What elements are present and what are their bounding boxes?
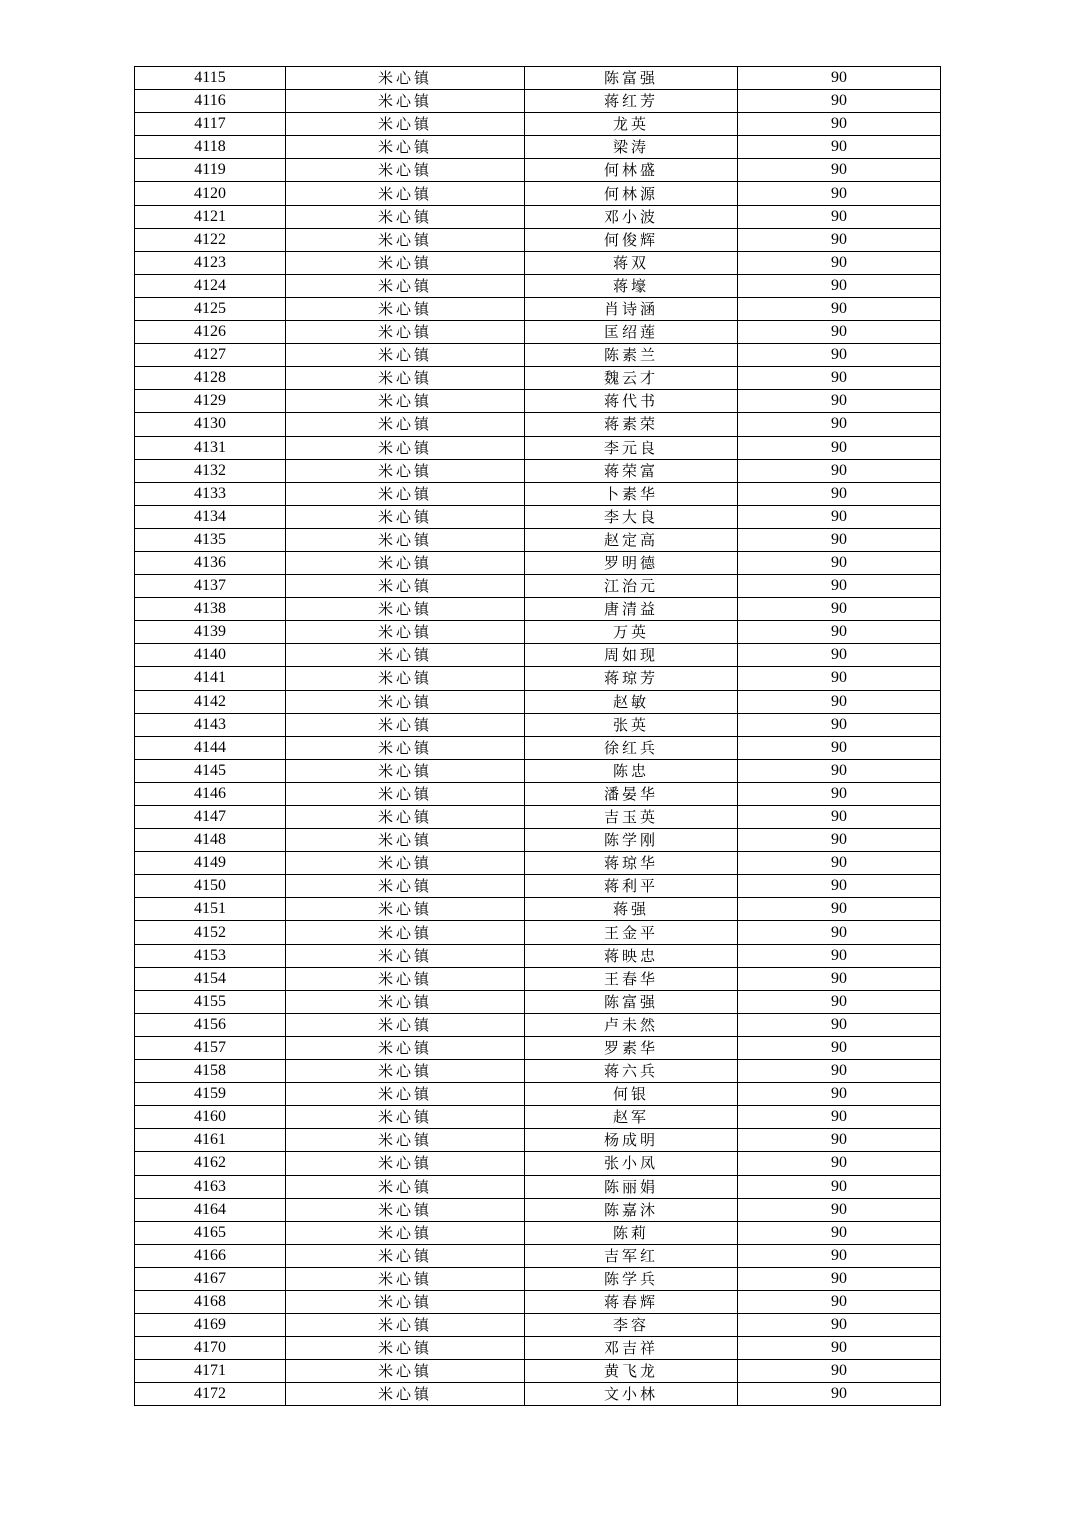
name-cell: 陈学兵: [525, 1267, 738, 1290]
row-number-cell: 4131: [135, 436, 286, 459]
table-row: [135, 1152, 941, 1175]
score-cell: 90: [738, 690, 941, 713]
name-cell: 肖诗涵: [525, 297, 738, 320]
name-cell: 陈富强: [525, 990, 738, 1013]
name-cell: 赵定高: [525, 528, 738, 551]
score-cell: 90: [738, 621, 941, 644]
row-number-cell: 4158: [135, 1060, 286, 1083]
table-row: [135, 1244, 941, 1267]
table-row: [135, 67, 941, 90]
town-cell: 米心镇: [286, 1198, 525, 1221]
table-row: [135, 1060, 941, 1083]
table-row: [135, 1383, 941, 1406]
table-row: [135, 367, 941, 390]
name-cell: 陈忠: [525, 759, 738, 782]
score-cell: 90: [738, 644, 941, 667]
row-number-cell: 4168: [135, 1290, 286, 1313]
town-cell: 米心镇: [286, 1175, 525, 1198]
row-number-cell: 4165: [135, 1221, 286, 1244]
row-number-cell: 4126: [135, 321, 286, 344]
row-number-cell: 4157: [135, 1036, 286, 1059]
town-cell: 米心镇: [286, 1106, 525, 1129]
score-cell: 90: [738, 459, 941, 482]
name-cell: 蒋琼华: [525, 852, 738, 875]
table-row: [135, 759, 941, 782]
table-row: [135, 621, 941, 644]
name-cell: 蒋强: [525, 898, 738, 921]
row-number-cell: 4128: [135, 367, 286, 390]
name-cell: 唐清益: [525, 598, 738, 621]
score-cell: 90: [738, 1244, 941, 1267]
town-cell: 米心镇: [286, 944, 525, 967]
table-row: [135, 1106, 941, 1129]
row-number-cell: 4145: [135, 759, 286, 782]
row-number-cell: 4155: [135, 990, 286, 1013]
name-cell: 龙英: [525, 113, 738, 136]
town-cell: 米心镇: [286, 852, 525, 875]
row-number-cell: 4151: [135, 898, 286, 921]
row-number-cell: 4169: [135, 1314, 286, 1337]
name-cell: 潘晏华: [525, 782, 738, 805]
table-row: [135, 344, 941, 367]
table-row: [135, 274, 941, 297]
score-cell: 90: [738, 829, 941, 852]
name-cell: 陈嘉沐: [525, 1198, 738, 1221]
score-cell: 90: [738, 806, 941, 829]
town-cell: 米心镇: [286, 1152, 525, 1175]
row-number-cell: 4117: [135, 113, 286, 136]
row-number-cell: 4166: [135, 1244, 286, 1267]
score-cell: 90: [738, 852, 941, 875]
score-cell: 90: [738, 1221, 941, 1244]
town-cell: 米心镇: [286, 759, 525, 782]
town-cell: 米心镇: [286, 990, 525, 1013]
data-table: [134, 66, 941, 1406]
table-row: [135, 875, 941, 898]
score-cell: 90: [738, 321, 941, 344]
name-cell: 陈丽娟: [525, 1175, 738, 1198]
row-number-cell: 4133: [135, 482, 286, 505]
score-cell: 90: [738, 113, 941, 136]
table-row: [135, 436, 941, 459]
score-cell: 90: [738, 736, 941, 759]
score-cell: 90: [738, 551, 941, 574]
row-number-cell: 4156: [135, 1013, 286, 1036]
row-number-cell: 4159: [135, 1083, 286, 1106]
score-cell: 90: [738, 1060, 941, 1083]
town-cell: 米心镇: [286, 967, 525, 990]
table-row: [135, 321, 941, 344]
name-cell: 蒋红芳: [525, 90, 738, 113]
score-cell: 90: [738, 528, 941, 551]
row-number-cell: 4132: [135, 459, 286, 482]
score-cell: 90: [738, 1152, 941, 1175]
name-cell: 何林源: [525, 182, 738, 205]
table-row: [135, 898, 941, 921]
score-cell: 90: [738, 251, 941, 274]
table-row: [135, 1013, 941, 1036]
table-row: [135, 251, 941, 274]
table-row: [135, 528, 941, 551]
row-number-cell: 4152: [135, 921, 286, 944]
score-cell: 90: [738, 182, 941, 205]
table-row: [135, 713, 941, 736]
town-cell: 米心镇: [286, 67, 525, 90]
score-cell: 90: [738, 875, 941, 898]
score-cell: 90: [738, 990, 941, 1013]
table-row: [135, 829, 941, 852]
name-cell: 陈素兰: [525, 344, 738, 367]
score-cell: 90: [738, 482, 941, 505]
town-cell: 米心镇: [286, 344, 525, 367]
name-cell: 陈莉: [525, 1221, 738, 1244]
row-number-cell: 4160: [135, 1106, 286, 1129]
town-cell: 米心镇: [286, 575, 525, 598]
table-row: [135, 921, 941, 944]
row-number-cell: 4142: [135, 690, 286, 713]
row-number-cell: 4121: [135, 205, 286, 228]
name-cell: 张英: [525, 713, 738, 736]
score-cell: 90: [738, 1314, 941, 1337]
town-cell: 米心镇: [286, 251, 525, 274]
name-cell: 王金平: [525, 921, 738, 944]
town-cell: 米心镇: [286, 1314, 525, 1337]
name-cell: 黄飞龙: [525, 1360, 738, 1383]
row-number-cell: 4171: [135, 1360, 286, 1383]
row-number-cell: 4147: [135, 806, 286, 829]
table-row: [135, 944, 941, 967]
town-cell: 米心镇: [286, 205, 525, 228]
town-cell: 米心镇: [286, 898, 525, 921]
row-number-cell: 4124: [135, 274, 286, 297]
row-number-cell: 4141: [135, 667, 286, 690]
table-row: [135, 297, 941, 320]
score-cell: 90: [738, 390, 941, 413]
row-number-cell: 4172: [135, 1383, 286, 1406]
score-cell: 90: [738, 505, 941, 528]
score-cell: 90: [738, 944, 941, 967]
row-number-cell: 4162: [135, 1152, 286, 1175]
table-row: [135, 1314, 941, 1337]
name-cell: 万英: [525, 621, 738, 644]
row-number-cell: 4115: [135, 67, 286, 90]
name-cell: 陈学刚: [525, 829, 738, 852]
row-number-cell: 4167: [135, 1267, 286, 1290]
town-cell: 米心镇: [286, 1221, 525, 1244]
table-row: [135, 806, 941, 829]
table-row: [135, 852, 941, 875]
table-row: [135, 1267, 941, 1290]
name-cell: 蒋映忠: [525, 944, 738, 967]
table-row: [135, 413, 941, 436]
score-cell: 90: [738, 713, 941, 736]
score-cell: 90: [738, 297, 941, 320]
town-cell: 米心镇: [286, 321, 525, 344]
row-number-cell: 4130: [135, 413, 286, 436]
town-cell: 米心镇: [286, 598, 525, 621]
town-cell: 米心镇: [286, 1013, 525, 1036]
name-cell: 匡绍莲: [525, 321, 738, 344]
table-row: [135, 575, 941, 598]
score-cell: 90: [738, 759, 941, 782]
table-row: [135, 1290, 941, 1313]
town-cell: 米心镇: [286, 159, 525, 182]
town-cell: 米心镇: [286, 90, 525, 113]
name-cell: 邓小波: [525, 205, 738, 228]
name-cell: 何林盛: [525, 159, 738, 182]
score-cell: 90: [738, 667, 941, 690]
row-number-cell: 4136: [135, 551, 286, 574]
score-cell: 90: [738, 782, 941, 805]
town-cell: 米心镇: [286, 782, 525, 805]
town-cell: 米心镇: [286, 736, 525, 759]
table-row: [135, 598, 941, 621]
row-number-cell: 4138: [135, 598, 286, 621]
table-row: [135, 1083, 941, 1106]
name-cell: 吉玉英: [525, 806, 738, 829]
row-number-cell: 4150: [135, 875, 286, 898]
town-cell: 米心镇: [286, 1337, 525, 1360]
name-cell: 罗明德: [525, 551, 738, 574]
town-cell: 米心镇: [286, 713, 525, 736]
town-cell: 米心镇: [286, 806, 525, 829]
name-cell: 何银: [525, 1083, 738, 1106]
name-cell: 蒋琼芳: [525, 667, 738, 690]
table-row: [135, 459, 941, 482]
row-number-cell: 4137: [135, 575, 286, 598]
table-row: [135, 90, 941, 113]
score-cell: 90: [738, 228, 941, 251]
name-cell: 何俊辉: [525, 228, 738, 251]
row-number-cell: 4163: [135, 1175, 286, 1198]
name-cell: 李容: [525, 1314, 738, 1337]
town-cell: 米心镇: [286, 1267, 525, 1290]
table-row: [135, 136, 941, 159]
score-cell: 90: [738, 967, 941, 990]
score-cell: 90: [738, 413, 941, 436]
name-cell: 王春华: [525, 967, 738, 990]
name-cell: 张小凤: [525, 1152, 738, 1175]
row-number-cell: 4116: [135, 90, 286, 113]
name-cell: 李元良: [525, 436, 738, 459]
town-cell: 米心镇: [286, 551, 525, 574]
town-cell: 米心镇: [286, 505, 525, 528]
score-cell: 90: [738, 159, 941, 182]
table-row: [135, 1129, 941, 1152]
table-row: [135, 1198, 941, 1221]
name-cell: 蒋春辉: [525, 1290, 738, 1313]
table-row: [135, 1360, 941, 1383]
name-cell: 赵军: [525, 1106, 738, 1129]
town-cell: 米心镇: [286, 690, 525, 713]
table-row: [135, 182, 941, 205]
table-row: [135, 205, 941, 228]
town-cell: 米心镇: [286, 1129, 525, 1152]
name-cell: 陈富强: [525, 67, 738, 90]
score-cell: 90: [738, 1036, 941, 1059]
town-cell: 米心镇: [286, 1290, 525, 1313]
score-cell: 90: [738, 90, 941, 113]
table-row: [135, 1036, 941, 1059]
town-cell: 米心镇: [286, 1060, 525, 1083]
score-cell: 90: [738, 1013, 941, 1036]
table-row: [135, 782, 941, 805]
table-row: [135, 1221, 941, 1244]
table-row: [135, 113, 941, 136]
town-cell: 米心镇: [286, 136, 525, 159]
table-row: [135, 1175, 941, 1198]
name-cell: 蒋壕: [525, 274, 738, 297]
row-number-cell: 4154: [135, 967, 286, 990]
row-number-cell: 4148: [135, 829, 286, 852]
row-number-cell: 4129: [135, 390, 286, 413]
table-row: [135, 551, 941, 574]
score-cell: 90: [738, 1106, 941, 1129]
row-number-cell: 4134: [135, 505, 286, 528]
town-cell: 米心镇: [286, 413, 525, 436]
town-cell: 米心镇: [286, 367, 525, 390]
name-cell: 卜素华: [525, 482, 738, 505]
name-cell: 杨成明: [525, 1129, 738, 1152]
score-cell: 90: [738, 1290, 941, 1313]
row-number-cell: 4164: [135, 1198, 286, 1221]
table-row: [135, 390, 941, 413]
name-cell: 蒋素荣: [525, 413, 738, 436]
table-row: [135, 1337, 941, 1360]
town-cell: 米心镇: [286, 1036, 525, 1059]
name-cell: 卢未然: [525, 1013, 738, 1036]
row-number-cell: 4161: [135, 1129, 286, 1152]
score-cell: 90: [738, 1267, 941, 1290]
row-number-cell: 4153: [135, 944, 286, 967]
score-cell: 90: [738, 344, 941, 367]
score-cell: 90: [738, 898, 941, 921]
score-cell: 90: [738, 1337, 941, 1360]
name-cell: 梁涛: [525, 136, 738, 159]
score-cell: 90: [738, 67, 941, 90]
row-number-cell: 4143: [135, 713, 286, 736]
name-cell: 江治元: [525, 575, 738, 598]
row-number-cell: 4122: [135, 228, 286, 251]
town-cell: 米心镇: [286, 228, 525, 251]
town-cell: 米心镇: [286, 528, 525, 551]
table-row: [135, 736, 941, 759]
name-cell: 蒋六兵: [525, 1060, 738, 1083]
table-row: [135, 505, 941, 528]
name-cell: 蒋利平: [525, 875, 738, 898]
town-cell: 米心镇: [286, 274, 525, 297]
table-row: [135, 228, 941, 251]
row-number-cell: 4149: [135, 852, 286, 875]
score-cell: 90: [738, 1083, 941, 1106]
name-cell: 蒋代书: [525, 390, 738, 413]
town-cell: 米心镇: [286, 1083, 525, 1106]
row-number-cell: 4125: [135, 297, 286, 320]
row-number-cell: 4127: [135, 344, 286, 367]
name-cell: 文小林: [525, 1383, 738, 1406]
table-row: [135, 667, 941, 690]
name-cell: 蒋双: [525, 251, 738, 274]
row-number-cell: 4139: [135, 621, 286, 644]
town-cell: 米心镇: [286, 621, 525, 644]
table-row: [135, 690, 941, 713]
score-cell: 90: [738, 436, 941, 459]
town-cell: 米心镇: [286, 436, 525, 459]
score-cell: 90: [738, 205, 941, 228]
town-cell: 米心镇: [286, 459, 525, 482]
town-cell: 米心镇: [286, 482, 525, 505]
score-cell: 90: [738, 274, 941, 297]
table-row: [135, 159, 941, 182]
score-cell: 90: [738, 1360, 941, 1383]
name-cell: 李大良: [525, 505, 738, 528]
town-cell: 米心镇: [286, 297, 525, 320]
town-cell: 米心镇: [286, 921, 525, 944]
name-cell: 徐红兵: [525, 736, 738, 759]
score-cell: 90: [738, 1129, 941, 1152]
name-cell: 蒋荣富: [525, 459, 738, 482]
score-cell: 90: [738, 1383, 941, 1406]
name-cell: 罗素华: [525, 1036, 738, 1059]
row-number-cell: 4170: [135, 1337, 286, 1360]
row-number-cell: 4144: [135, 736, 286, 759]
town-cell: 米心镇: [286, 875, 525, 898]
town-cell: 米心镇: [286, 644, 525, 667]
name-cell: 邓吉祥: [525, 1337, 738, 1360]
table-row: [135, 967, 941, 990]
name-cell: 周如现: [525, 644, 738, 667]
row-number-cell: 4146: [135, 782, 286, 805]
town-cell: 米心镇: [286, 829, 525, 852]
name-cell: 吉军红: [525, 1244, 738, 1267]
table-row: [135, 990, 941, 1013]
table-body: [135, 67, 941, 1406]
town-cell: 米心镇: [286, 667, 525, 690]
row-number-cell: 4118: [135, 136, 286, 159]
table-row: [135, 644, 941, 667]
town-cell: 米心镇: [286, 113, 525, 136]
score-cell: 90: [738, 598, 941, 621]
row-number-cell: 4120: [135, 182, 286, 205]
table-row: [135, 482, 941, 505]
town-cell: 米心镇: [286, 390, 525, 413]
town-cell: 米心镇: [286, 1383, 525, 1406]
name-cell: 魏云才: [525, 367, 738, 390]
row-number-cell: 4123: [135, 251, 286, 274]
score-cell: 90: [738, 367, 941, 390]
row-number-cell: 4135: [135, 528, 286, 551]
score-cell: 90: [738, 1175, 941, 1198]
town-cell: 米心镇: [286, 1244, 525, 1267]
score-cell: 90: [738, 921, 941, 944]
town-cell: 米心镇: [286, 182, 525, 205]
row-number-cell: 4140: [135, 644, 286, 667]
score-cell: 90: [738, 136, 941, 159]
row-number-cell: 4119: [135, 159, 286, 182]
score-cell: 90: [738, 575, 941, 598]
name-cell: 赵敏: [525, 690, 738, 713]
town-cell: 米心镇: [286, 1360, 525, 1383]
score-cell: 90: [738, 1198, 941, 1221]
